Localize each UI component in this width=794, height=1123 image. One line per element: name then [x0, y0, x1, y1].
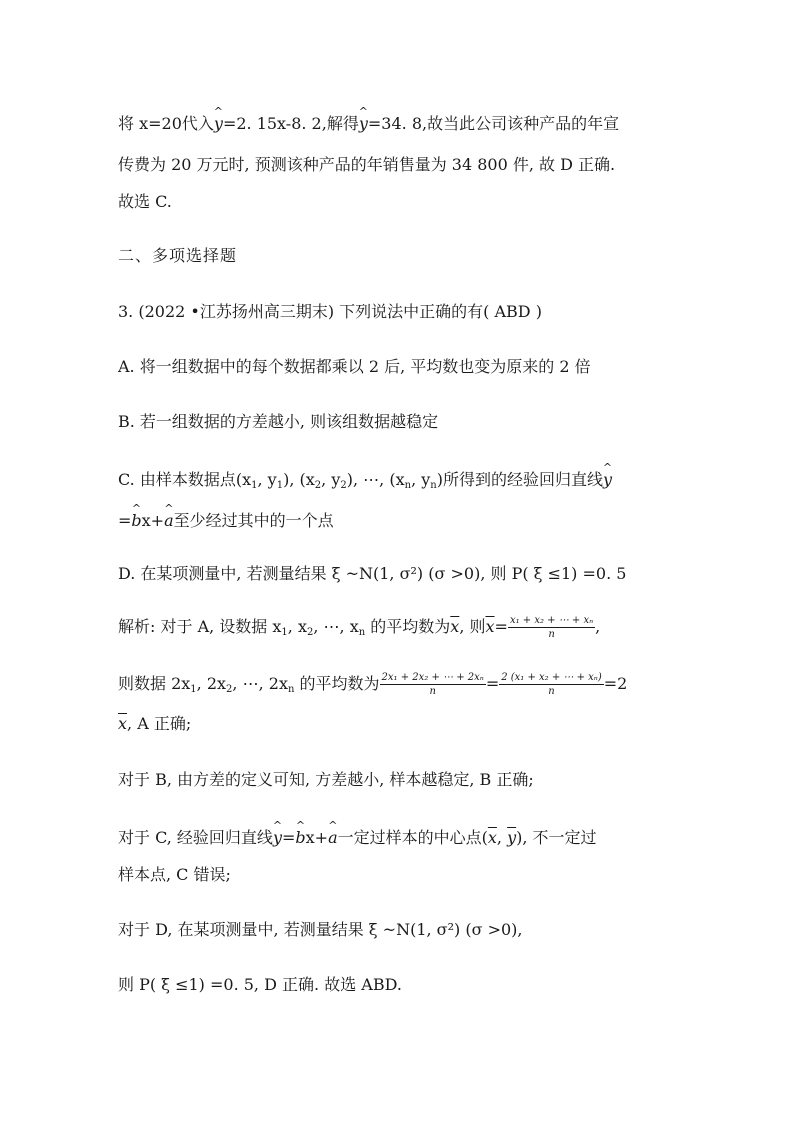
solution-line-1: [118, 614, 694, 641]
text-line-2: 传费为 20 万元时, 预测该种产品的年销售量为 34 800 件, 故 D 正确.: [118, 155, 616, 174]
text: 对于 C, 经验回归直线: [118, 828, 273, 847]
text: =: [494, 617, 508, 636]
subscript: n: [358, 627, 366, 638]
text: =2. 15x-8. 2,解得: [222, 114, 359, 133]
y-hat-symbol: ^ y: [359, 112, 368, 136]
factored-fraction: [499, 671, 604, 698]
numerator: 2 (x₁ + x₂ + ⋯ + xₙ): [501, 672, 602, 683]
a-hat-symbol: ^ a: [328, 826, 338, 850]
denominator: n: [548, 686, 555, 697]
subscript: n: [404, 480, 412, 491]
subscript: 2: [314, 480, 322, 491]
text: , A 正确;: [127, 714, 192, 733]
subscript: 1: [251, 480, 258, 491]
section-heading: 二、多项选择题: [118, 246, 238, 265]
option-c-line-1: [118, 468, 694, 492]
text: ,: [595, 617, 601, 636]
text-line-3: 故选 C.: [118, 192, 172, 211]
text: 的平均数为: [365, 617, 451, 636]
text: 的平均数为: [294, 674, 380, 693]
numerator: x₁ + x₂ + ⋯ + xₙ: [509, 615, 594, 626]
text: , 2x: [196, 674, 227, 693]
y-hat-symbol: ^ y: [603, 468, 612, 492]
text: 解析: 对于 A, 设数据 x: [118, 617, 282, 636]
subscript: 2: [226, 684, 233, 695]
x-bar-symbol: $\overline{x}$: [118, 714, 128, 733]
numerator: 2x₁ + 2x₂ + ⋯ + 2xₙ: [381, 672, 484, 683]
option-d: D. 在某项测量中, 若测量结果 ξ ~N(1, σ²) (σ >0), 则 P( ξ ≤1) =0. 5: [118, 564, 627, 583]
denominator: n: [548, 629, 555, 640]
text: , ⋯, x: [313, 617, 359, 636]
text: =: [485, 674, 500, 693]
text: =2: [603, 674, 628, 693]
text: =: [118, 511, 132, 530]
solution-line-3: [118, 712, 694, 736]
solution-c-line-1: [118, 826, 694, 850]
text: 至少经过其中的一个点: [173, 511, 334, 530]
subscript: 2: [306, 627, 314, 638]
text: =34. 8,故当此公司该种产品的年宣: [367, 114, 620, 133]
solution-line-2: [118, 671, 694, 698]
subscript: 1: [190, 684, 197, 695]
option-b: B. 若一组数据的方差越小, 则该组数据越稳定: [118, 412, 439, 431]
text: ), 不一定过: [516, 828, 597, 847]
option-a: A. 将一组数据中的每个数据都乘以 2 后, 平均数也变为原来的 2 倍: [118, 357, 591, 376]
y-bar-symbol: $\overline{y}$: [507, 828, 517, 847]
text: , x: [287, 617, 307, 636]
text: , y: [411, 470, 431, 489]
solution-b: 对于 B, 由方差的定义可知, 方差越小, 样本越稳定, B 正确;: [118, 770, 534, 789]
text: x+: [305, 828, 329, 847]
text: , y: [321, 470, 341, 489]
x-bar-symbol: $\overline{x}$: [487, 828, 497, 847]
text: 将 x=20代入: [118, 114, 214, 133]
solution-d-line-2: 则 P( ξ ≤1) =0. 5, D 正确. 故选 ABD.: [118, 975, 402, 994]
mean-fraction: [508, 614, 595, 641]
text: )所得到的经验回归直线: [436, 470, 603, 489]
b-hat-symbol: ^ b: [295, 826, 305, 850]
denominator: n: [429, 686, 436, 697]
text: , y: [257, 470, 277, 489]
text: =: [281, 828, 296, 847]
text: 则数据 2x: [118, 674, 191, 693]
x-bar-symbol: $\overline{x}$: [450, 617, 460, 636]
subscript: n: [430, 480, 437, 491]
text: , 则: [459, 617, 486, 636]
text: ), (x: [283, 470, 315, 489]
text: , ⋯, 2x: [232, 674, 288, 693]
text: C. 由样本数据点(x: [118, 470, 252, 489]
b-hat-symbol: ^ b: [131, 509, 141, 533]
y-hat-symbol: ^ y: [273, 826, 282, 850]
y-hat-symbol: ^ y: [214, 112, 223, 136]
solution-c-line-2: 样本点, C 错误;: [118, 865, 231, 884]
text: x+: [141, 511, 165, 530]
subscript: n: [287, 684, 295, 695]
subscript: 1: [276, 480, 284, 491]
a-hat-symbol: ^ a: [164, 509, 174, 533]
option-c-line-2: [118, 509, 694, 533]
text-line-1: [118, 112, 694, 136]
solution-d-line-1: 对于 D, 在某项测量中, 若测量结果 ξ ~N(1, σ²) (σ >0),: [118, 920, 523, 939]
text: ), ⋯, (x: [346, 470, 405, 489]
text: 一定过样本的中心点(: [337, 828, 488, 847]
subscript: 2: [340, 480, 347, 491]
question-3: 3. (2022 •江苏扬州高三期末) 下列说法中正确的有( ABD ): [118, 302, 542, 321]
x-bar-symbol: $\overline{x}$: [485, 617, 495, 636]
text: ,: [496, 828, 508, 847]
subscript: 1: [281, 627, 288, 638]
scaled-mean-fraction: [380, 671, 486, 698]
